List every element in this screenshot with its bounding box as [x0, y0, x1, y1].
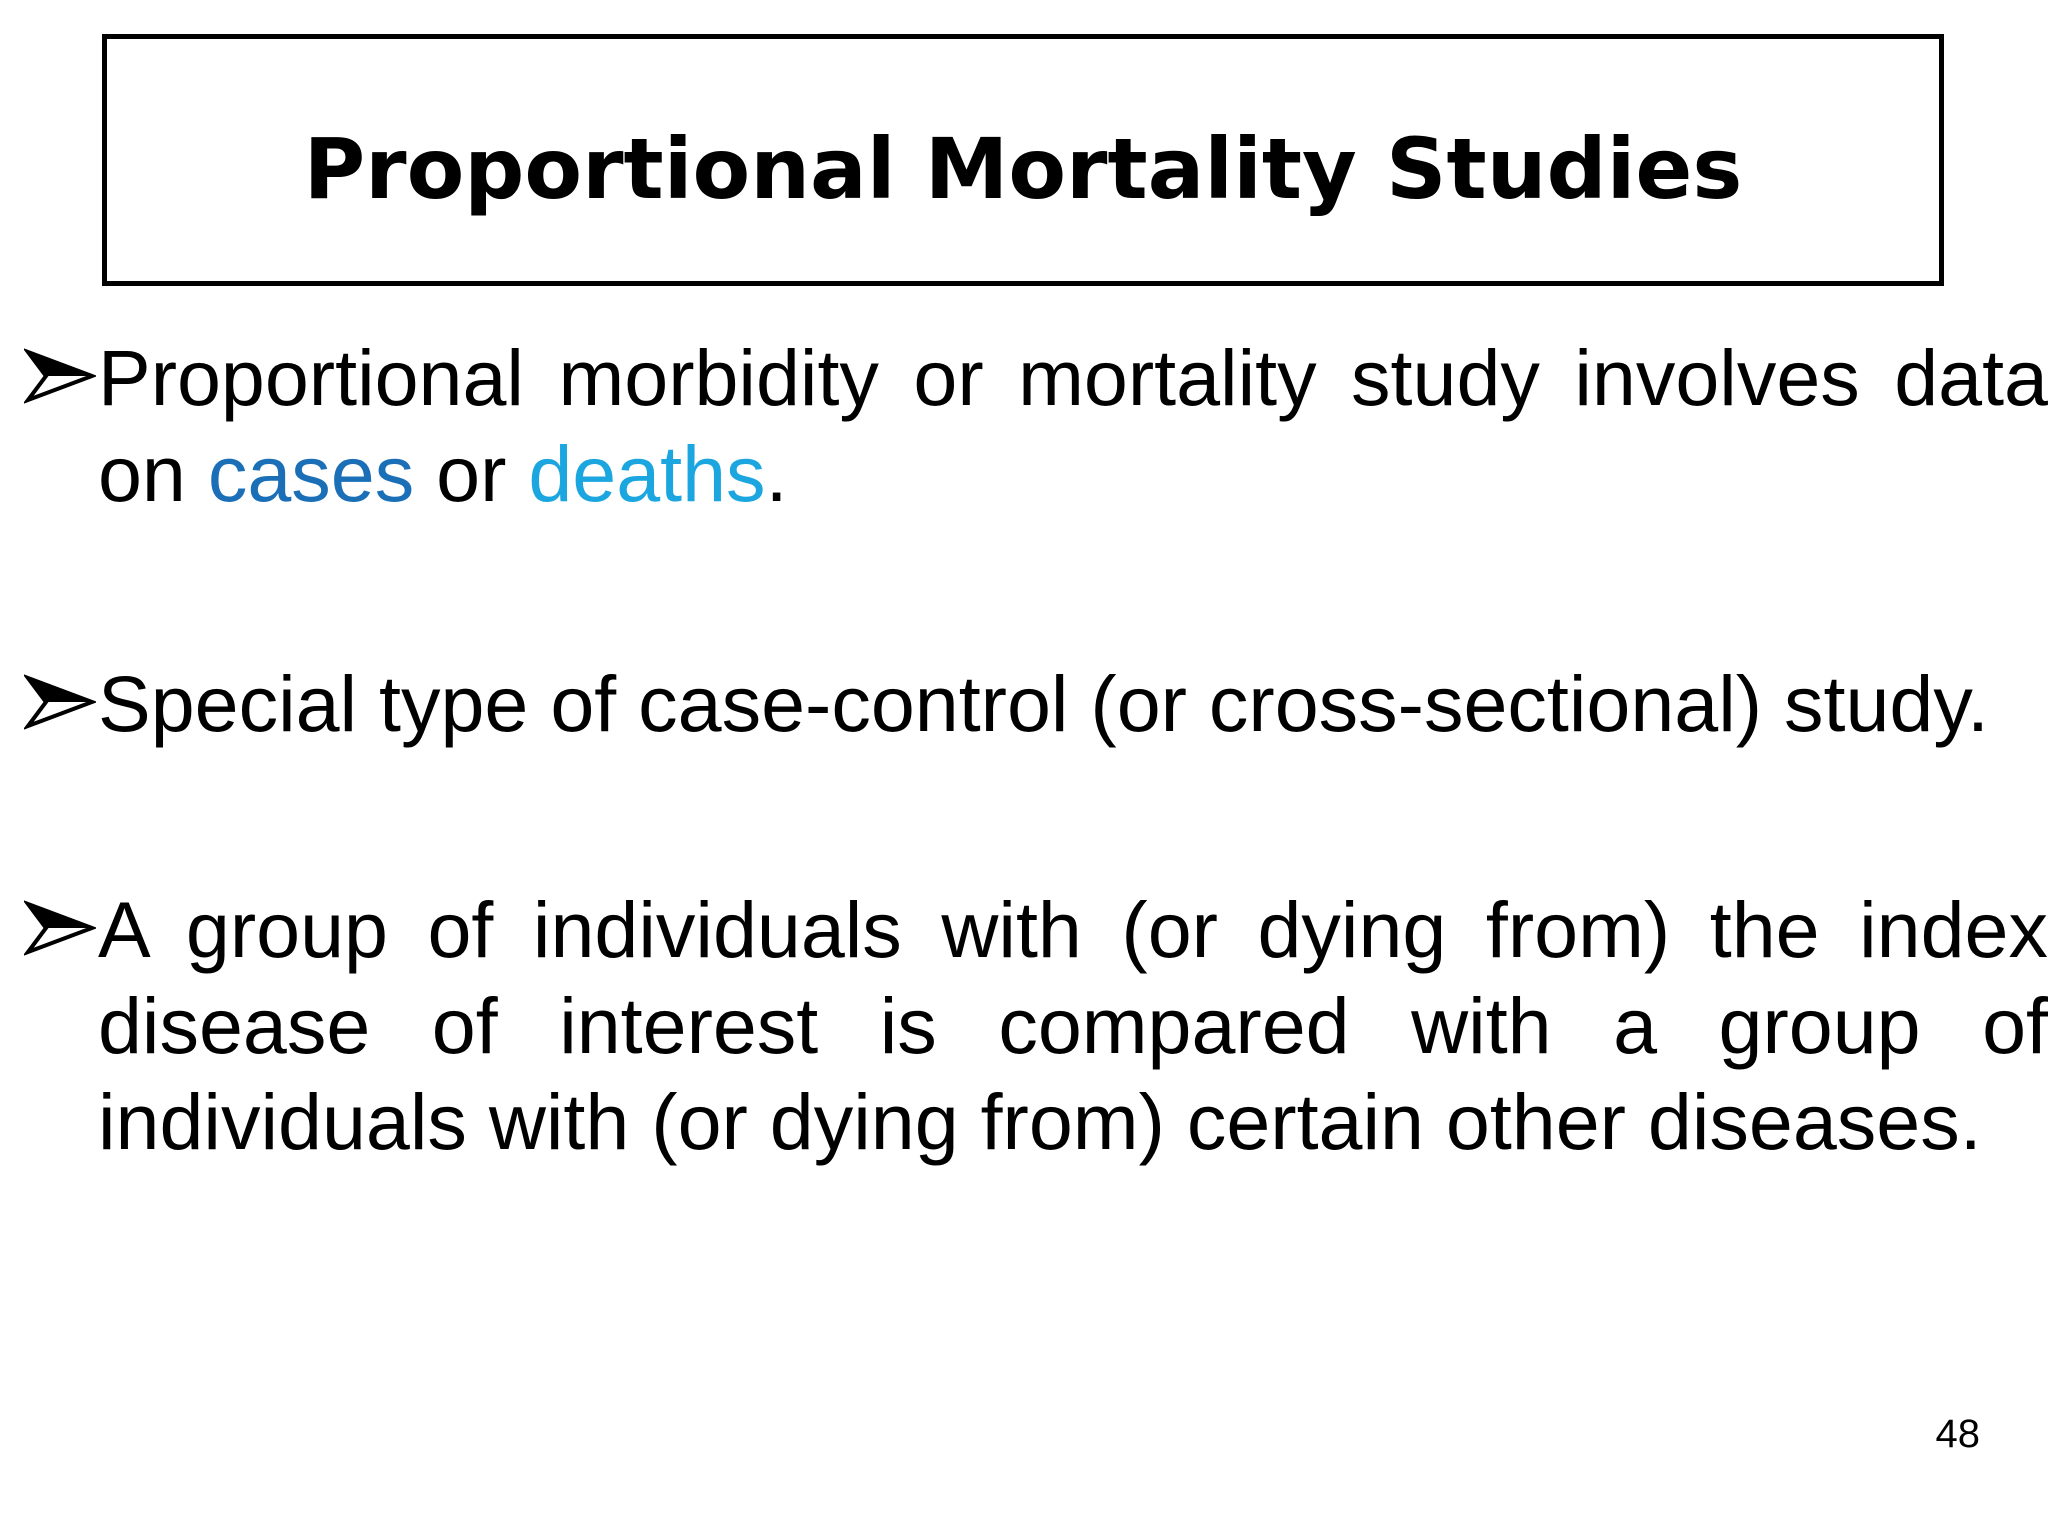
bullet-1-text-before: Proportional morbidity or mortality study involves data on — [98, 333, 2048, 518]
arrow-bullet-icon — [24, 898, 96, 958]
bullet-1-text-after: . — [765, 429, 788, 518]
arrow-bullet-icon — [24, 346, 96, 406]
bullet-text-2: Special type of case-control (or cross-sectional) study. — [98, 659, 1989, 748]
bullet-text-1 — [98, 330, 2048, 522]
arrow-bullet-icon — [24, 672, 96, 732]
slide-title: Proportional Mortality Studies — [303, 120, 1743, 218]
term-deaths: deaths — [528, 429, 766, 518]
bullet-text-3: A group of individuals with (or dying from) the index disease of interest is compared with a group of individuals with (or dying from) certain other diseases. — [98, 885, 2048, 1166]
term-cases: cases — [207, 429, 415, 518]
page-number: 48 — [1935, 1412, 1980, 1456]
bullet-1-text-middle: or — [414, 429, 529, 518]
slide-title-box — [102, 34, 1944, 286]
